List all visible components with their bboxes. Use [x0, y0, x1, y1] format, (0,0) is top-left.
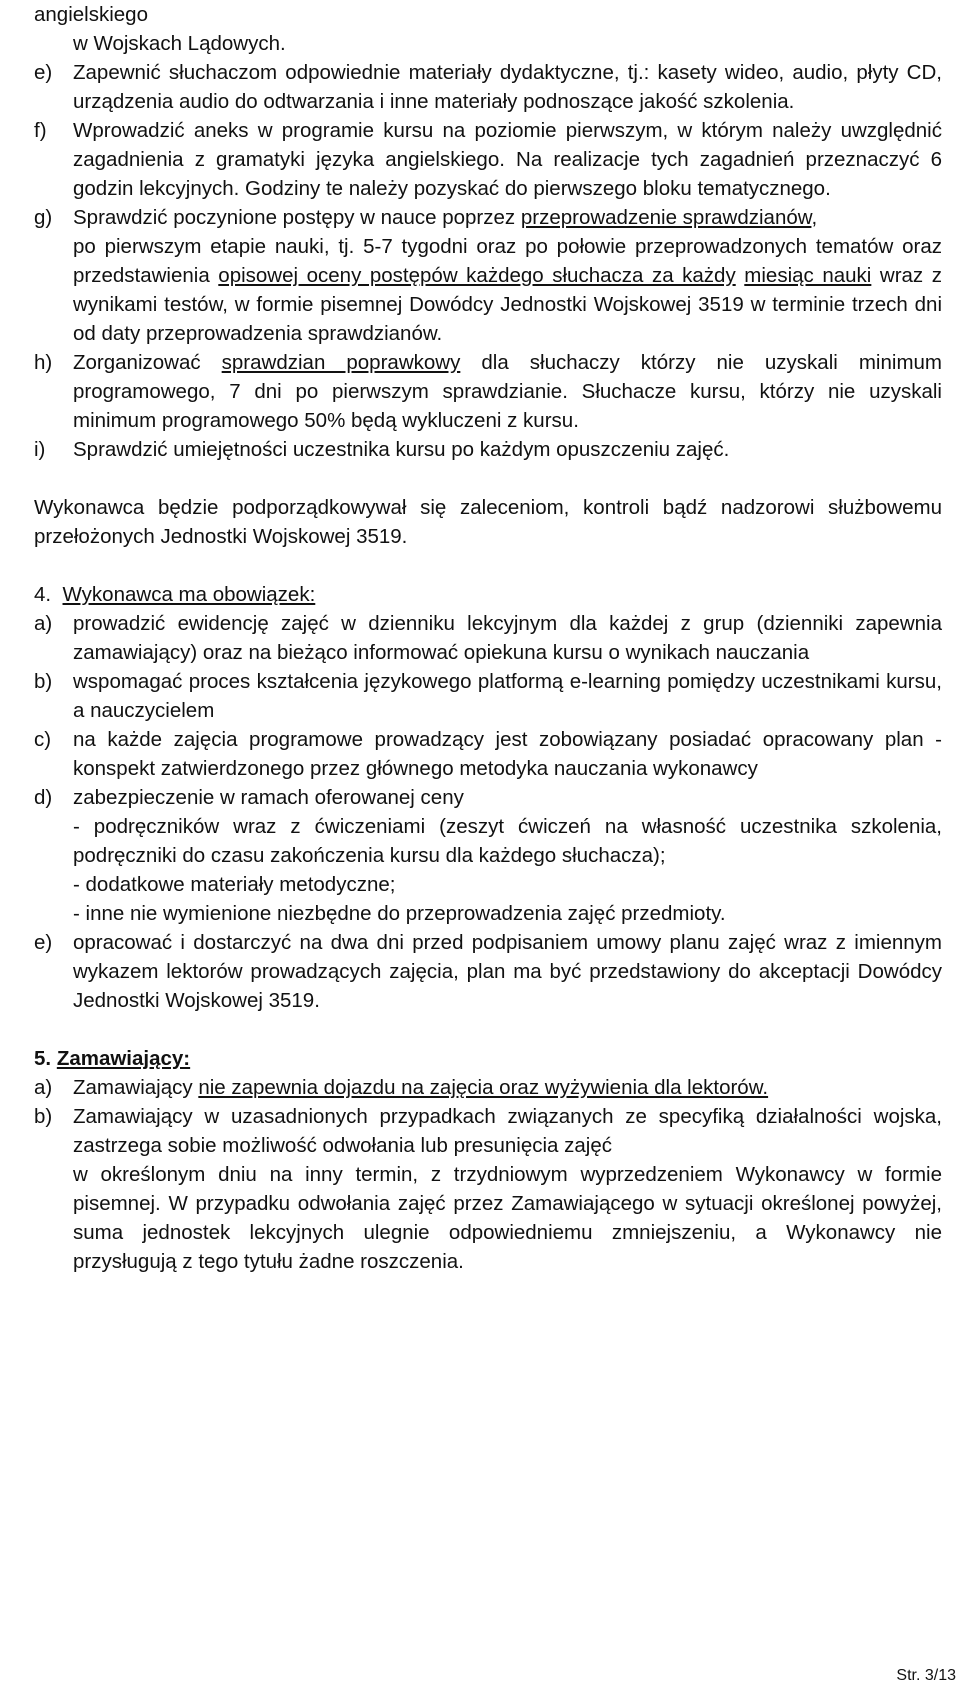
item-text: w określonym dniu na inny termin, z trzydniowym wyprzedzeniem Wykonawcy w formie pisemnej. W przypadku odwołania zajęć przez Zamawiającego w sytuacji określonej powyżej, suma jednostek lekcyjnych ulegnie odpowiedniemu zmniejszeniu, a Wykonawcy nie przysługują z tego tytułu żadne roszczenia. [73, 1163, 942, 1273]
continuation-line-2: w Wojskach Lądowych. [73, 32, 286, 55]
item-text: Zapewnić słuchaczom odpowiednie materiały dydaktyczne, tj.: kasety wideo, audio, płyty CD, urządzenia audio do odtwarzania i inne materiały podnoszące jakość szkolenia. [73, 61, 942, 113]
item-label: a) [34, 1076, 53, 1099]
item-label: b) [34, 670, 53, 693]
sub-item: - podręczników wraz z ćwiczeniami (zeszyt ćwiczeń na własność uczestnika szkolenia, podręczniki do czasu zakończenia kursu dla każdego słuchacza); [73, 815, 942, 867]
underlined-phrase: sprawdzian poprawkowy [221, 351, 461, 374]
sub-item: - dodatkowe materiały metodyczne; [73, 873, 396, 896]
item-label: a) [34, 612, 53, 635]
section-5-heading: 5. Zamawiający: [34, 1047, 191, 1070]
underlined-phrase: nie zapewnia dojazdu na zajęcia oraz wyżywienia dla lektorów. [198, 1076, 769, 1099]
list-item-5b [34, 1102, 942, 1276]
item-text: na każde zajęcia programowe prowadzący jest zobowiązany posiadać opracowany plan - konspekt zatwierdzonego przez głównego metodyka nauczania wykonawcy [73, 728, 942, 780]
sub-item: - inne nie wymienione niezbędne do przeprowadzenia zajęć przedmioty. [73, 902, 726, 925]
item-label: f) [34, 119, 47, 142]
item-label: g) [34, 206, 53, 229]
item-text: Wprowadzić aneks w programie kursu na poziomie pierwszym, w którym należy uwzględnić zagadnienia z gramatyki języka angielskiego. Na realizacje tych zagadnień przeznaczyć 6 godzin lekcyjnych. Godziny te należy pozyskać do pierwszego bloku tematycznego. [73, 119, 942, 200]
item-text: Zamawiający nie zapewnia dojazdu na zajęcia oraz wyżywienia dla lektorów. [73, 1076, 769, 1099]
section-4-title: Wykonawca ma obowiązek: [62, 583, 316, 606]
list-item-4b [34, 667, 942, 725]
list-item-f [34, 116, 942, 203]
item-label: d) [34, 786, 53, 809]
supervision-paragraph: Wykonawca będzie podporządkowywał się zaleceniom, kontroli bądź nadzorowi służbowemu przełożonych Jednostki Wojskowej 3519. [34, 496, 942, 548]
list-item-4e [34, 928, 942, 1015]
item-text: Sprawdzić poczynione postępy w nauce poprzez przeprowadzenie sprawdzianów, po pierwszym etapie nauki, tj. 5-7 tygodni oraz po połowie przeprowadzonych tematów oraz przedstawienia opisowej oceny postępów każdego słuchacza za każdy miesiąc nauki wraz z wynikami testów, w formie pisemnej Dowódcy Jednostki Wojskowej 3519 w terminie trzech dni od daty przeprowadzenia sprawdzianów. [73, 206, 942, 345]
page-number: Str. 3/13 [896, 1667, 956, 1684]
list-item-i [34, 435, 942, 464]
list-item-e [34, 58, 942, 116]
item-text: opracować i dostarczyć na dwa dni przed podpisaniem umowy planu zajęć wraz z imiennym wykazem lektorów prowadzących zajęcia, plan ma być przedstawiony do akceptacji Dowódcy Jednostki Wojskowej 3519. [73, 931, 942, 1012]
list-item-5a [34, 1073, 942, 1102]
continuation-line-1: angielskiego [34, 3, 148, 26]
underlined-phrase: przeprowadzenie sprawdzianów [520, 206, 812, 229]
list-item-g [34, 203, 942, 348]
item-label: h) [34, 351, 53, 374]
list-item-h [34, 348, 942, 435]
list-item-4a [34, 609, 942, 667]
item-label: e) [34, 61, 53, 84]
list-item-4c [34, 725, 942, 783]
item-text: wspomagać proces kształcenia językowego platformą e-learning pomiędzy uczestnikami kursu, a nauczycielem [73, 670, 942, 722]
item-text: Zamawiający w uzasadnionych przypadkach związanych ze specyfiką działalności wojska, zastrzega sobie możliwość odwołania lub presunięcia zajęć [73, 1105, 942, 1157]
section-5-title: Zamawiający: [56, 1047, 191, 1070]
item-label: i) [34, 438, 46, 461]
underlined-phrase: opisowej oceny postępów każdego słuchacza za każdy [218, 264, 736, 287]
section-4-heading: 4. Wykonawca ma obowiązek: [34, 583, 316, 606]
item-label: b) [34, 1105, 53, 1128]
item-text: Sprawdzić umiejętności uczestnika kursu po każdym opuszczeniu zajęć. [73, 438, 730, 461]
item-text: Zorganizować sprawdzian poprawkowy dla słuchaczy którzy nie uzyskali minimum programowego, 7 dni po pierwszym sprawdzianie. Słuchacze kursu, którzy nie uzyskali minimum programowego 50% będą wykluczeni z kursu. [73, 351, 942, 432]
list-item-4d [34, 783, 942, 928]
item-text: prowadzić ewidencję zajęć w dzienniku lekcyjnym dla każdej z grup (dzienniki zapewnia zamawiający) oraz na bieżąco informować opiekuna kursu o wynikach nauczania [73, 612, 942, 664]
item-label: e) [34, 931, 53, 954]
underlined-phrase: miesiąc nauki [744, 264, 872, 287]
item-label: c) [34, 728, 52, 751]
item-text: zabezpieczenie w ramach oferowanej ceny [73, 786, 464, 809]
